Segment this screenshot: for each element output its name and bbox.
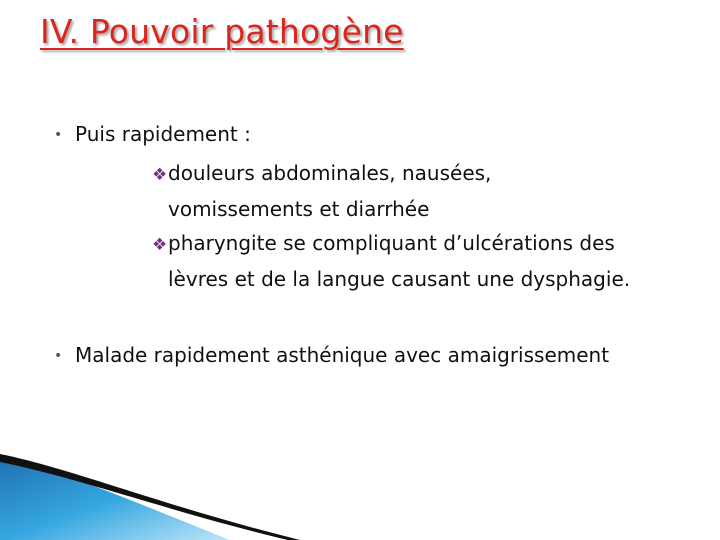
diamond-bullet-icon: ❖ xyxy=(152,165,168,185)
sub-item-1 xyxy=(152,156,491,226)
bullet-text-1: Puis rapidement : xyxy=(75,122,251,146)
sub-item-line1: douleurs abdominales, nausées, xyxy=(168,161,492,185)
bullet-marker: • xyxy=(54,127,63,143)
slide-title: IV. Pouvoir pathogène xyxy=(40,12,404,51)
sub-item-line1: pharyngite se compliquant d’ulcérations des xyxy=(168,231,615,255)
decorative-swoosh xyxy=(0,420,300,540)
diamond-bullet-icon: ❖ xyxy=(152,235,168,255)
sub-item-line2: vomissements et diarrhée xyxy=(168,197,430,221)
bullet-text-2: Malade rapidement asthénique avec amaigrissement xyxy=(75,343,610,367)
bullet-marker: • xyxy=(54,348,63,364)
sub-item-line2: lèvres et de la langue causant une dysphagie. xyxy=(168,267,631,291)
sub-item-2 xyxy=(152,226,630,296)
